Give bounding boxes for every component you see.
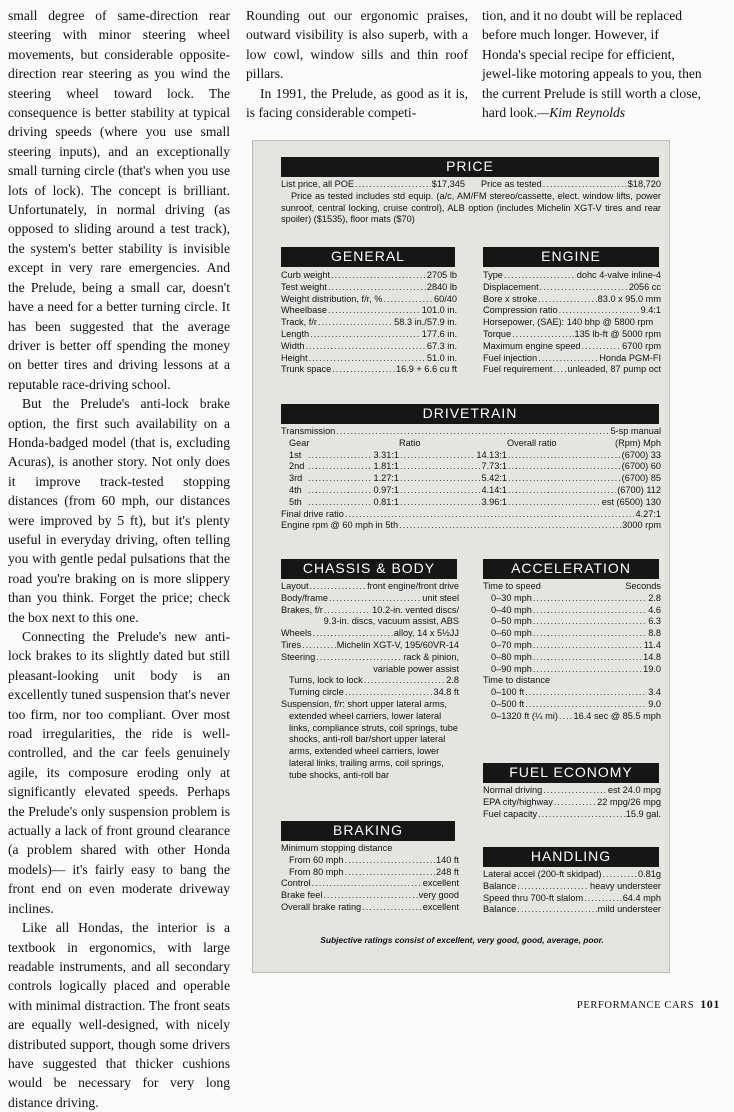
article-paragraph: Connecting the Prelude's new anti-lock brakes to its slightly dated but still pleasant-looking unit body is an excellently tuned suspension that's never too firm, nor too compliant. Over most road irregularities, the ride is well-controlled, and the car feels genuinely agile, its composure eroding only at significantly elevated speeds. Perhaps the Prelude's only suspension problem is actually a lack of front ground clearance (a problem shared with other Honda models)— it's fairly easy to bang the front end on even moderate driveway inclines. — [8, 629, 230, 916]
spec-label: Height — [281, 352, 308, 363]
general-row — [281, 341, 457, 353]
spec-label: Overall brake rating — [281, 901, 362, 912]
gear-name: 3rd — [289, 473, 303, 484]
engine-section — [483, 270, 661, 376]
final-drive-value: 4.27:1 — [635, 508, 661, 519]
seconds-label: Seconds — [625, 581, 661, 591]
gear-ratio: 1.81:1 — [373, 461, 399, 472]
spec-label: 0–1320 ft (¼ mi) — [491, 710, 558, 721]
spec-value: 11.4 — [643, 639, 661, 650]
engine-row — [483, 270, 661, 282]
spec-label: From 60 mph — [289, 854, 344, 865]
handling-row — [483, 881, 661, 893]
spec-label: 0–30 mph — [491, 592, 532, 603]
spec-value: 8.8 — [648, 628, 661, 639]
acceleration-section — [483, 581, 661, 723]
gear-overall: 4.14:1 — [481, 484, 507, 495]
spec-label: Maximum engine speed — [483, 340, 581, 351]
time-to-speed-list — [483, 593, 661, 676]
gear-rpm-cell — [507, 461, 661, 473]
chassis-section — [281, 581, 459, 782]
general-row — [281, 364, 457, 376]
steering-label: Steering — [281, 651, 316, 662]
spec-label: Wheelbase — [281, 305, 327, 316]
article-column-2 — [246, 6, 468, 122]
spec-label: Displacement — [483, 281, 539, 292]
article-paragraph: Rounding out our ergonomic praises, outward visibility is also superb, with a low cowl, window sills and thin roof pillars. — [246, 8, 468, 82]
spec-label: Control — [281, 878, 311, 889]
spec-value: 6700 rpm — [622, 340, 661, 351]
spec-label: 0–60 mph — [491, 628, 532, 639]
spec-label: 0–100 ft — [491, 687, 525, 698]
spec-value: Honda PGM-FI — [599, 352, 661, 363]
accel-row — [483, 640, 661, 652]
circle-label: Turning circle — [289, 687, 344, 698]
spec-value: 60/40 — [434, 293, 457, 304]
article-column-1 — [8, 6, 230, 1112]
gear-overall: 7.73:1 — [481, 461, 507, 472]
spec-value: 248 ft — [436, 866, 459, 877]
engine-row — [483, 329, 661, 341]
gear-row — [281, 497, 661, 509]
layout-label: Layout — [281, 581, 309, 591]
gear-overall-cell — [399, 497, 507, 509]
spec-label: Lateral accel (200-ft skidpad) — [483, 869, 602, 879]
gear-row — [281, 485, 661, 497]
general-heading: GENERAL — [281, 247, 455, 267]
gear-ratio-cell — [307, 497, 399, 509]
engine-row — [483, 282, 661, 294]
spec-label: Torque — [483, 328, 512, 339]
gear-row — [281, 461, 661, 473]
article-closing-text: tion, and it no doubt will be replaced before much longer. However, if Honda's special recipe for efficient, jewel-like motoring appeals to you, then the current Prelude is still worth a close, hard look. — [482, 8, 702, 121]
handling-row — [483, 904, 661, 916]
spec-label: 0–90 mph — [491, 663, 532, 674]
gear-rpm-mph: (6700) 112 — [617, 484, 661, 495]
general-row — [281, 305, 457, 317]
spec-value: 140 ft — [436, 854, 459, 865]
tested-price-label: Price as tested — [481, 179, 542, 189]
tested-price-value: $18,720 — [627, 179, 661, 189]
drivetrain-section — [281, 426, 661, 532]
fuel-row — [483, 809, 661, 821]
steering-cont: variable power assist — [373, 663, 459, 674]
final-drive-label: Final drive ratio — [281, 508, 344, 519]
fuel-row — [483, 797, 661, 809]
engine-rpm-value: 3000 rpm — [622, 520, 661, 531]
spec-value: 64.4 mph — [622, 892, 661, 903]
transmission-label: Transmission — [281, 426, 336, 436]
brakes-value: 10.2-in. vented discs/ — [372, 604, 459, 615]
spec-value: est 24.0 mpg — [607, 785, 661, 795]
engine-row — [483, 353, 661, 365]
time-to-speed-label: Time to speed — [483, 581, 541, 591]
spec-label: Trunk space — [281, 364, 332, 375]
engine-row — [483, 305, 661, 317]
gear-ratio-cell — [307, 461, 399, 473]
accel-row — [483, 593, 661, 605]
spec-label: Compression ratio — [483, 305, 558, 316]
turns-label: Turns, lock to lock — [289, 675, 363, 686]
spec-value: 0.81g — [638, 869, 661, 879]
body-value: unit steel — [422, 592, 459, 603]
accel-row — [483, 628, 661, 640]
spec-value: excellent — [422, 901, 459, 912]
gear-rpm-cell — [507, 485, 661, 497]
spec-label: 0–40 mph — [491, 604, 532, 615]
spec-label: Fuel injection — [483, 352, 538, 363]
general-row — [281, 329, 457, 341]
handling-row — [483, 893, 661, 905]
engine-row — [483, 341, 661, 353]
general-row — [281, 270, 457, 282]
spec-label: Curb weight — [281, 270, 331, 280]
general-row — [281, 294, 457, 306]
spec-box — [252, 140, 670, 973]
spec-value: unleaded, 87 pump oct — [567, 364, 661, 375]
article-column-3 — [482, 6, 702, 122]
spec-label: Horsepower, (SAE): 140 bhp @ 5800 rpm — [483, 317, 654, 328]
rpm-header: (Rpm) Mph — [615, 437, 661, 448]
accel-row — [483, 616, 661, 628]
spec-value: 16.4 sec @ 85.5 mph — [573, 710, 661, 721]
spec-label: Width — [281, 340, 305, 351]
spec-label: Fuel requirement — [483, 364, 553, 375]
braking-row — [281, 878, 459, 890]
gear-overall-cell — [399, 473, 507, 485]
accel-distance-row — [483, 711, 661, 723]
accel-row — [483, 664, 661, 676]
price-heading: PRICE — [281, 157, 659, 177]
spec-value: mild understeer — [597, 904, 661, 915]
gear-rpm-cell — [507, 450, 661, 462]
transmission-value: 5-sp manual — [610, 426, 661, 436]
spec-value: 14.8 — [643, 651, 661, 662]
turns-value: 2.8 — [446, 675, 459, 686]
braking-row — [281, 890, 459, 902]
engine-row — [483, 317, 661, 329]
spec-label: Normal driving — [483, 785, 543, 795]
tires-label: Tires — [281, 639, 302, 650]
braking-heading: BRAKING — [281, 821, 455, 841]
wheels-value: alloy, 14 x 5½JJ — [393, 628, 459, 639]
spec-label: 0–500 ft — [491, 698, 525, 709]
accel-distance-row — [483, 699, 661, 711]
spec-label: Length — [281, 328, 310, 339]
gear-ratio: 0.97:1 — [373, 484, 399, 495]
gear-overall: 3.96:1 — [481, 496, 507, 507]
spec-value: 3.4 — [648, 687, 661, 698]
spec-label: 0–80 mph — [491, 651, 532, 662]
fuel-economy-section — [483, 785, 661, 820]
spec-value: 4.6 — [648, 604, 661, 615]
spec-label: Track, f/r — [281, 317, 317, 328]
spec-value: 67.3 in. — [426, 340, 457, 351]
spec-label: Type — [483, 270, 503, 280]
gear-table-header — [281, 438, 661, 450]
spec-value: 101.0 in. — [421, 305, 457, 316]
fuel-economy-heading: FUEL ECONOMY — [483, 763, 659, 783]
handling-section — [483, 869, 661, 916]
spec-value: heavy understeer — [590, 880, 661, 891]
gear-rpm-cell — [507, 497, 661, 509]
gear-row — [281, 450, 661, 462]
article-paragraph: small degree of same-direction rear steering with minor steering wheel movements, but considerable opposite-direction rear steering as you wind the steering wheel toward lock. The consequence is better stability at typical driving speeds (where you use small steering inputs), and an exceptionally small turning circle (that's when you use lots of lock). The concept is brilliant. Unfortunately, in normal driving (as opposed to sliding around a test track), the system's better stability is invisible except in very rare emergencies. And the Prelude, being a small car, doesn't have a need for a better turning circle. It has been suggested that the average driver is better off spending the money on better tires and driving lessons at a reputable race-driving school. — [8, 8, 230, 392]
spec-value: 9.0 — [648, 698, 661, 709]
handling-row — [483, 869, 661, 881]
spec-label: Test weight — [281, 281, 327, 292]
gear-row — [281, 473, 661, 485]
gear-name: 5th — [289, 496, 302, 507]
engine-rpm-label: Engine rpm @ 60 mph in 5th — [281, 520, 399, 531]
list-price-label: List price, all POE — [281, 179, 355, 189]
author-byline: —Kim Reynolds — [537, 105, 626, 121]
spec-value: 2.8 — [648, 592, 661, 603]
spec-value: dohc 4-valve inline-4 — [576, 270, 661, 280]
gear-table — [281, 450, 661, 509]
engine-heading: ENGINE — [483, 247, 659, 267]
spec-value: 15.9 gal. — [625, 808, 661, 819]
spec-value: 177.6 in. — [421, 328, 457, 339]
fuel-row — [483, 785, 661, 797]
general-row — [281, 317, 457, 329]
tires-value: Michelin XGT-V, 195/60VR-14 — [336, 639, 459, 650]
ratio-header: Ratio — [399, 437, 421, 448]
time-to-distance-list — [483, 687, 661, 722]
article-paragraph: Like all Hondas, the interior is a textbook in ergonomics, with large readable instruments, and all secondary controls logically placed and operable with minimal distraction. The front seats are equally well-designed, with nicely distributed support, though some drivers have suggested that thicker cushions would be necessary for very long distance driving. — [8, 920, 230, 1110]
accel-row — [483, 605, 661, 617]
spec-label: Weight distribution, f/r, % — [281, 293, 383, 304]
general-section — [281, 270, 457, 376]
accel-row — [483, 652, 661, 664]
general-row — [281, 282, 457, 294]
spec-value: excellent — [422, 878, 459, 889]
gear-ratio-cell — [307, 485, 399, 497]
gear-ratio: 3.31:1 — [373, 449, 399, 460]
wheels-label: Wheels — [281, 628, 312, 639]
price-includes: Price as tested includes std equip. (a/c, AM/FM stereo/cassette, elect. window lifts, power sunroof, central locking, cruise control), ALB option (includes Michelin XGT-V tires and rear spoiler) ($1535), floor mats ($70) — [281, 190, 661, 225]
gear-name: 4th — [289, 484, 302, 495]
brakes-label: Brakes, f/r — [281, 604, 323, 615]
gear-ratio: 1.27:1 — [373, 473, 399, 484]
chassis-heading: CHASSIS & BODY — [281, 559, 457, 579]
gear-rpm-mph: (6700) 33 — [621, 449, 661, 460]
spec-value: 2840 lb — [426, 281, 457, 292]
time-to-distance-label: Time to distance — [483, 675, 551, 686]
drivetrain-heading: DRIVETRAIN — [281, 404, 659, 424]
gear-overall-cell — [399, 461, 507, 473]
gear-ratio-cell — [307, 450, 399, 462]
layout-value: front engine/front drive — [367, 581, 459, 591]
spec-label: 0–50 mph — [491, 616, 532, 627]
gear-overall-cell — [399, 485, 507, 497]
gear-ratio: 0.81:1 — [373, 496, 399, 507]
body-label: Body/frame — [281, 592, 328, 603]
acceleration-heading: ACCELERATION — [483, 559, 659, 579]
steering-value: rack & pinion, — [403, 651, 459, 662]
spec-value: 19.0 — [643, 663, 661, 674]
page-footer — [577, 997, 720, 1012]
circle-value: 34.8 ft — [433, 687, 459, 698]
braking-row — [281, 855, 459, 867]
gear-overall: 5.42:1 — [481, 473, 507, 484]
gear-overall-cell — [399, 450, 507, 462]
spec-value: 58.3 in./57.9 in. — [394, 317, 457, 328]
spec-label: EPA city/highway — [483, 796, 553, 807]
gear-header: Gear — [289, 437, 310, 448]
spec-value: 135 lb-ft @ 5000 rpm — [574, 328, 661, 339]
spec-value: 6.3 — [648, 616, 661, 627]
magazine-name: PERFORMANCE CARS — [576, 1000, 695, 1011]
spec-value: 16.9 + 6.6 cu ft — [395, 364, 457, 375]
spec-value: very good — [418, 890, 459, 901]
page-number: 101 — [700, 997, 720, 1011]
general-row — [281, 353, 457, 365]
spec-value: 51.0 in. — [426, 352, 457, 363]
article-paragraph: But the Prelude's anti-lock brake option, the first such availability on a Honda-badged model (that is, excluding Acuras), is another story. Not only does it improve track-tested stopping distances (from 60 mph, our distances were improved by 5 ft), but it's plenty useful in everyday driving, often telling you with gentle pedal pulsations that the road you're braking on is more slippery than you think. Forget the price; check the box next to this one. — [8, 396, 230, 625]
braking-section — [281, 843, 459, 914]
gear-name: 2nd — [289, 461, 305, 472]
spec-label: Brake feel — [281, 890, 323, 901]
gear-name: 1st — [289, 449, 302, 460]
accel-distance-row — [483, 687, 661, 699]
engine-row — [483, 364, 661, 376]
spec-label: Balance — [483, 880, 517, 891]
handling-heading: HANDLING — [483, 847, 659, 867]
spec-label: Bore x stroke — [483, 293, 538, 304]
overall-header: Overall ratio — [507, 437, 557, 448]
spec-value: 83.0 x 95.0 mm — [597, 293, 661, 304]
engine-row — [483, 294, 661, 306]
spec-value: 2056 cc — [628, 281, 661, 292]
ratings-footnote: Subjective ratings consist of excellent, very good, good, average, poor. — [320, 935, 604, 945]
brakes-cont: 9.3-in. discs, vacuum assist, ABS — [323, 616, 459, 627]
braking-row — [281, 867, 459, 879]
gear-rpm-mph: (6700) 60 — [621, 461, 661, 472]
gear-ratio-cell — [307, 473, 399, 485]
braking-row — [281, 902, 459, 914]
article-paragraph: In 1991, the Prelude, as good as it is, is facing considerable competi- — [246, 85, 468, 121]
spec-value: 22 mpg/26 mpg — [597, 796, 661, 807]
gear-overall: 14.13:1 — [476, 449, 507, 460]
spec-label: Balance — [483, 904, 517, 915]
spec-label: Fuel capacity — [483, 808, 538, 819]
spec-label: Speed thru 700-ft slalom — [483, 892, 584, 903]
suspension-text: Suspension, f/r: short upper lateral arms, extended wheel carriers, lower lateral links, compliance struts, coil springs, tube shocks, anti-roll bar/short upper lateral arms, extended wheel carriers, lower lateral links, trailing arms, coil springs, tube shocks, anti-roll bar — [281, 698, 459, 780]
gear-rpm-mph: est (6500) 130 — [601, 496, 661, 507]
spec-value: 2705 lb — [426, 270, 457, 280]
price-section — [281, 179, 661, 226]
spec-label: From 80 mph — [289, 866, 344, 877]
gear-rpm-mph: (6700) 85 — [621, 473, 661, 484]
spec-value: 9.4:1 — [640, 305, 661, 316]
list-price-value: $17,345 — [431, 179, 465, 189]
gear-rpm-cell — [507, 473, 661, 485]
spec-label: 0–70 mph — [491, 639, 532, 650]
min-stopping-label: Minimum stopping distance — [281, 843, 393, 853]
